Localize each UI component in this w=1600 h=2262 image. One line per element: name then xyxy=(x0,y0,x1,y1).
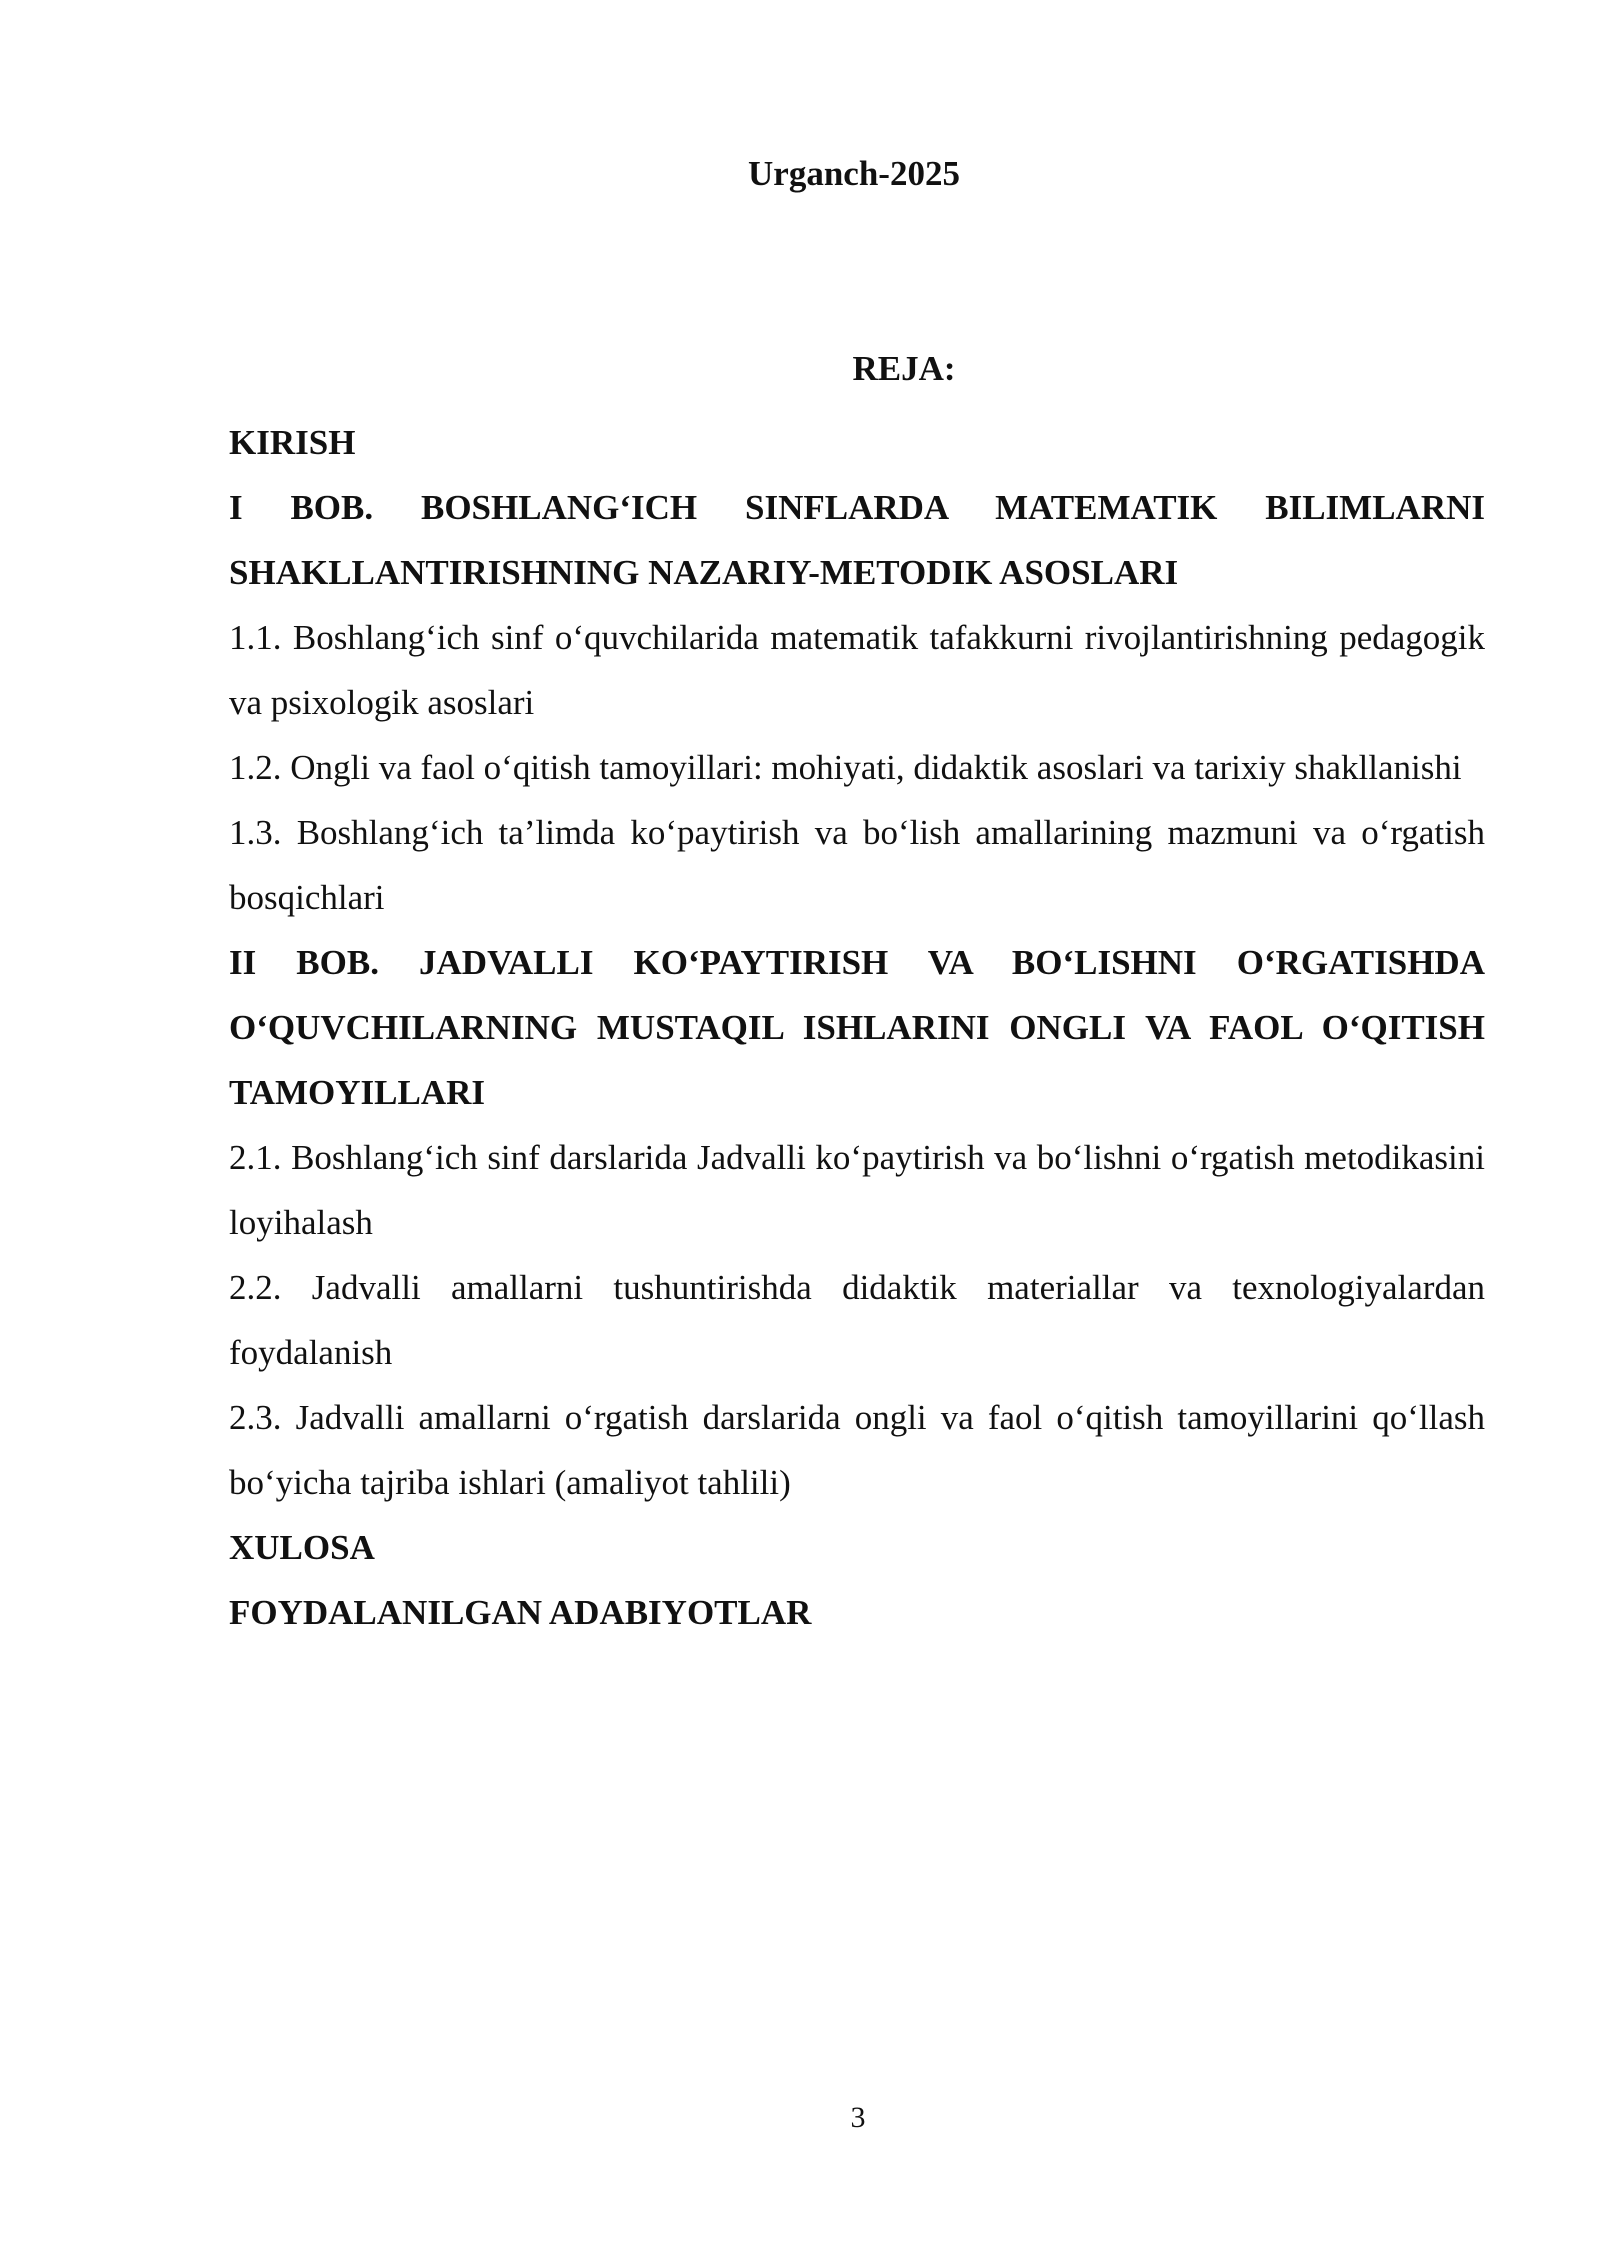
toc-entry-section-2-3: 2.3. Jadvalli amallarni o‘rgatish darslarida ongli va faol o‘qitish tamoyillarini qo‘llash bo‘yicha tajriba ishlari (amaliyot tahlili) xyxy=(229,1398,1485,1502)
toc-entry-section-1-3: 1.3. Boshlang‘ich ta’limda ko‘paytirish va bo‘lish amallarining mazmuni va o‘rgatish bosqichlari xyxy=(229,813,1485,917)
table-of-contents xyxy=(229,410,1485,1645)
toc-entry-section-2-2: 2.2. Jadvalli amallarni tushuntirishda didaktik materiallar va texnologiyalardan foydalanish xyxy=(229,1268,1485,1372)
plan-title: REJA: xyxy=(852,349,956,388)
toc-entry-section-1-2: 1.2. Ongli va faol o‘qitish tamoyillari: mohiyati, didaktik asoslari va tarixiy shakllanishi xyxy=(229,748,1462,787)
toc-entry-section-2-1: 2.1. Boshlang‘ich sinf darslarida Jadvalli ko‘paytirish va bo‘lishni o‘rgatish metodikasini loyihalash xyxy=(229,1138,1485,1242)
toc-entry-chapter-1: I BOB. BOSHLANG‘ICH SINFLARDA MATEMATIK BILIMLARNI SHAKLLANTIRISHNING NAZARIY-METODIK ASOSLARI xyxy=(229,488,1485,592)
toc-entry-chapter-2: II BOB. JADVALLI KO‘PAYTIRISH VA BO‘LISHNI O‘RGATISHDA O‘QUVCHILARNING MUSTAQIL ISHLARINI ONGLI VA FAOL O‘QITISH TAMOYILLARI xyxy=(229,943,1485,1112)
toc-entry-section-1-1: 1.1. Boshlang‘ich sinf o‘quvchilarida matematik tafakkurni rivojlantirishning pedagogik va psixologik asoslari xyxy=(229,618,1485,722)
page-number: 3 xyxy=(850,2101,866,2134)
toc-entry-xulosa: XULOSA xyxy=(229,1528,375,1567)
city-year-heading: Urganch-2025 xyxy=(748,154,960,193)
toc-entry-kirish: KIRISH xyxy=(229,423,356,462)
toc-entry-bibliography: FOYDALANILGAN ADABIYOTLAR xyxy=(229,1593,812,1632)
